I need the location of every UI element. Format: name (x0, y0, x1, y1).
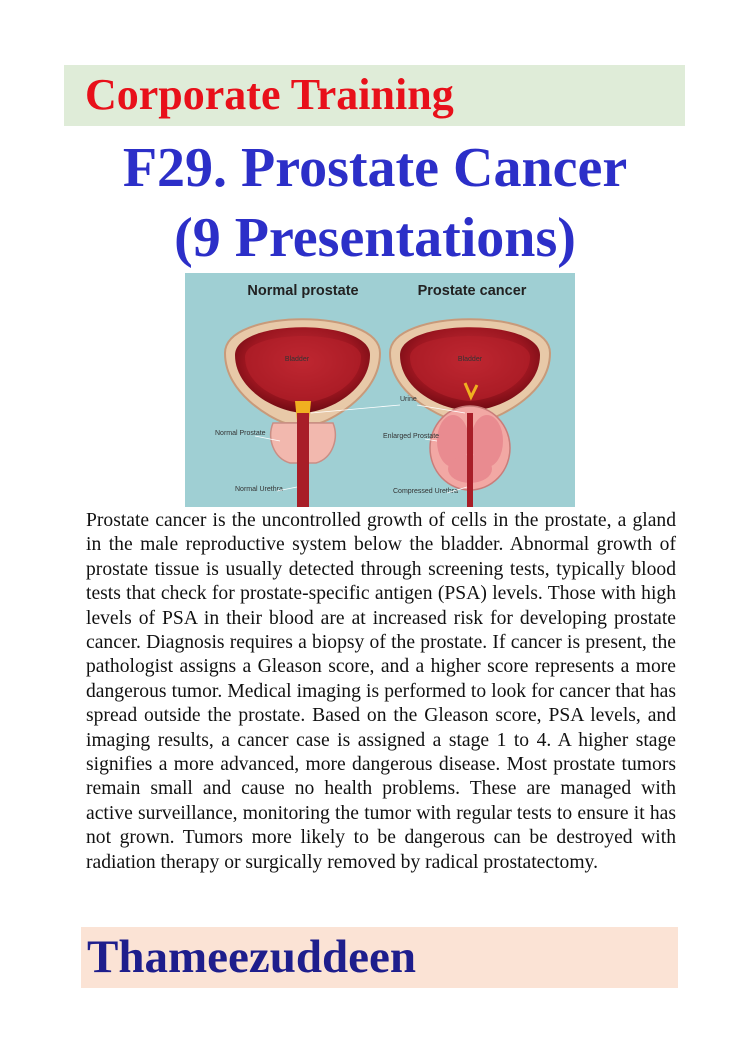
normal-bladder-drawing (225, 319, 380, 507)
corporate-training-label: Corporate Training (85, 70, 454, 119)
prostate-illustration (185, 273, 575, 507)
left-bladder-label: Bladder (284, 356, 310, 363)
cancer-bladder-drawing (390, 319, 550, 507)
description-paragraph: Prostate cancer is the uncontrolled growth of cells in the prostate, a gland in the male reproductive system below the bladder. Abnormal growth of prostate tissue is usually detected through screening tests, typically blood tests that check for prostate-specific antigen (PSA) levels. Those with high levels of PSA in their blood are at increased risk for developing prostate cancer. Diagnosis requires a biopsy of the prostate. If cancer is present, the pathologist assigns a Gleason score, and a higher score represents a more dangerous tumor. Medical imaging is performed to look for cancer that has spread outside the prostate. Based on the Gleason score, PSA levels, and imaging results, a cancer case is assigned a stage 1 to 4. A higher stage signifies a more advanced, more dangerous disease. Most prostate tumors remain small and cause no health problems. These are managed with active surveillance, monitoring the tumor with regular tests to ensure it has not grown. Tumors more likely to be dangerous can be destroyed with radiation therapy or surgically removed by radical prostatectomy. (86, 510, 676, 873)
page-title-line-2: (9 Presentations) (174, 207, 576, 269)
compressed-urethra-label: Compressed Urethra (393, 488, 458, 495)
corporate-training-banner (64, 65, 685, 126)
prostate-cancer-title: Prostate cancer (417, 283, 527, 299)
enlarged-prostate-label: Enlarged Prostate (383, 433, 440, 440)
urine-label: Urine (400, 396, 417, 403)
author-banner (81, 927, 678, 988)
normal-prostate-label: Normal Prostate (215, 430, 266, 437)
page-title-line-1: F29. Prostate Cancer (122, 137, 628, 199)
right-bladder-label: Bladder (457, 356, 483, 363)
normal-prostate-title: Normal prostate (247, 283, 359, 299)
author-name: Thameezuddeen (87, 931, 416, 983)
normal-urethra-label: Normal Urethra (235, 486, 283, 493)
